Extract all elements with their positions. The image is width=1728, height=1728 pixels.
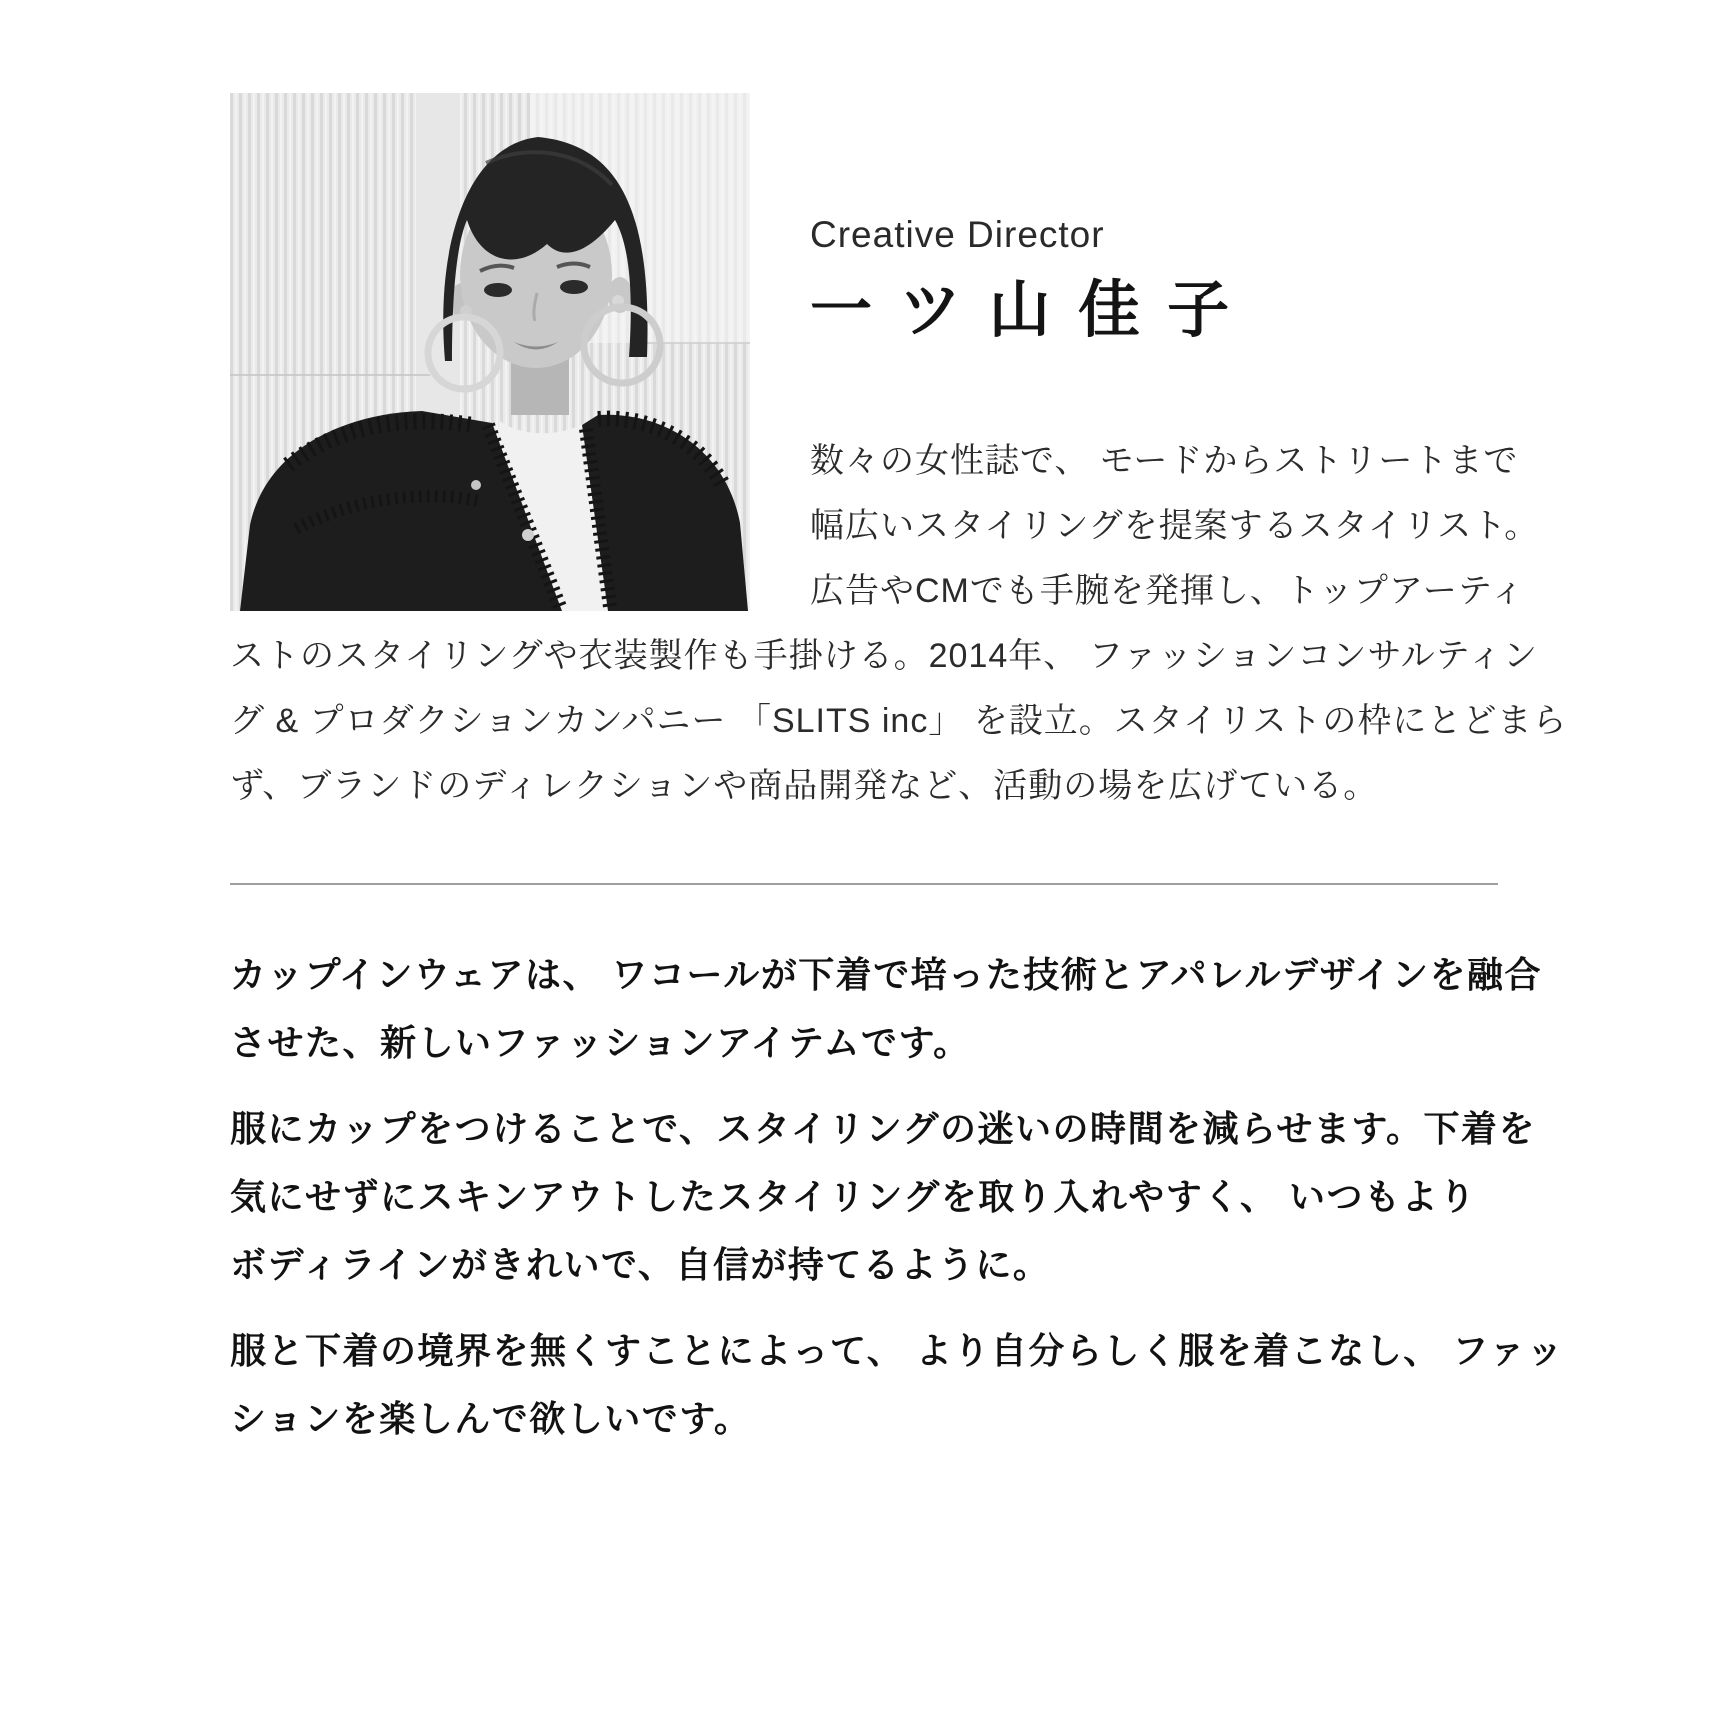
left-eye	[484, 283, 512, 297]
section-divider	[230, 883, 1498, 885]
right-eye	[560, 280, 588, 294]
message-line: カップインウェアは、 ワコールが下着で培った技術とアパレルデザインを融合	[230, 954, 1542, 995]
message-paragraph-1	[230, 941, 1542, 1077]
content-column	[230, 93, 1568, 1453]
message-line: 気にせずにスキンアウトしたスタイリングを取り入れやすく、 いつもより	[230, 1176, 1477, 1217]
bio-line-3: 広告やCMでも手腕を発揮し、トップアーティ	[810, 572, 1526, 610]
message-line: させた、新しいファッションアイテムです。	[230, 1022, 971, 1063]
message-line: 服と下着の境界を無くすことによって、 より自分らしく服を着こなし、 ファッ	[230, 1330, 1565, 1371]
message-paragraph-2	[230, 1095, 1537, 1299]
snap-button-upper	[471, 480, 481, 490]
message-line: ボディラインがきれいで、自信が持てるように。	[230, 1244, 1051, 1285]
bio-line-5: グ & プロダクションカンパニー 「SLITS inc」 を設立。スタイリストの枠にとどまら	[230, 702, 1568, 740]
snap-button-lower	[522, 529, 534, 541]
message-paragraph-3	[230, 1317, 1565, 1453]
portrait-photo	[230, 93, 750, 611]
role-label: Creative Director	[810, 214, 1105, 255]
portrait-illustration	[230, 93, 750, 611]
message-line: 服にカップをつけることで、スタイリングの迷いの時間を減らせます。下着を	[230, 1108, 1537, 1149]
bio-line-6: ず、ブランドのディレクションや商品開発など、活動の場を広げている。	[230, 767, 1379, 805]
message-section	[230, 941, 1565, 1453]
person-name: 一ツ山佳子	[810, 276, 1257, 345]
message-line: ションを楽しんで欲しいです。	[230, 1398, 752, 1439]
bio-line-4: ストのスタイリングや衣装製作も手掛ける。2014年、 ファッションコンサルティン	[230, 637, 1538, 675]
bio-line-1: 数々の女性誌で、 モードからストリートまで	[810, 442, 1519, 480]
bio-line-2: 幅広いスタイリングを提案するスタイリスト。	[810, 507, 1540, 545]
